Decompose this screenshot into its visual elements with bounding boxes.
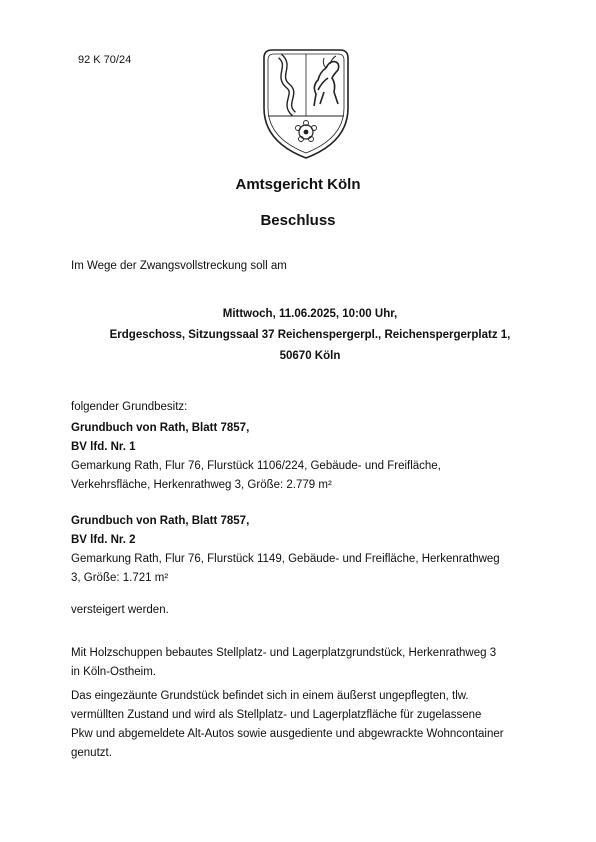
description-line: Mit Holzschuppen bebautes Stellplatz- und Lagerplatzgrundstück, Herkenrathweg 3 — [71, 647, 497, 659]
property-item — [71, 512, 541, 588]
document-title: Beschluss — [260, 212, 336, 229]
appointment-date: Mittwoch, 11.06.2025, 10:00 Uhr, — [222, 308, 398, 320]
description-line: Pkw und abgemeldete Alt-Autos sowie ausgediente und abgewrackte Wohncontainer — [71, 728, 504, 740]
nrw-coat-of-arms-icon — [258, 46, 354, 162]
property-bv: BV lfd. Nr. 1 — [71, 441, 136, 453]
property-bv: BV lfd. Nr. 2 — [71, 534, 136, 546]
appointment-location: Erdgeschoss, Sitzungssaal 37 Reichenspergerpl., Reichenspergerplatz 1, — [109, 329, 511, 341]
description-paragraph-2 — [71, 687, 541, 763]
property-description: Gemarkung Rath, Flur 76, Flurstück 1106/224, Gebäude- und Freifläche, — [71, 460, 441, 472]
description-line: vermüllten Zustand und wird als Stellplatz- und Lagerplatzfläche für zugelassene — [71, 709, 482, 721]
property-title: Grundbuch von Rath, Blatt 7857, — [71, 515, 250, 527]
property-item — [71, 419, 541, 495]
property-description: Verkehrsfläche, Herkenrathweg 3, Größe: 2.779 m² — [71, 479, 332, 491]
description-line: in Köln-Ostheim. — [71, 666, 157, 678]
property-description: 3, Größe: 1.721 m² — [71, 572, 169, 584]
property-description: Gemarkung Rath, Flur 76, Flurstück 1149, Gebäude- und Freifläche, Herkenrathweg — [71, 553, 500, 565]
property-title: Grundbuch von Rath, Blatt 7857, — [71, 422, 250, 434]
description-line: Das eingezäunte Grundstück befindet sich in einem äußerst ungepflegten, tlw. — [71, 690, 469, 702]
intro-text: Im Wege der Zwangsvollstreckung soll am — [71, 260, 287, 272]
property-intro: folgender Grundbesitz: — [71, 401, 188, 413]
auction-statement: versteigert werden. — [71, 604, 169, 616]
court-name: Amtsgericht Köln — [235, 176, 361, 193]
appointment-city: 50670 Köln — [279, 350, 341, 362]
description-line: genutzt. — [71, 747, 112, 759]
case-number: 92 K 70/24 — [78, 54, 132, 66]
description-paragraph-1 — [71, 644, 541, 682]
